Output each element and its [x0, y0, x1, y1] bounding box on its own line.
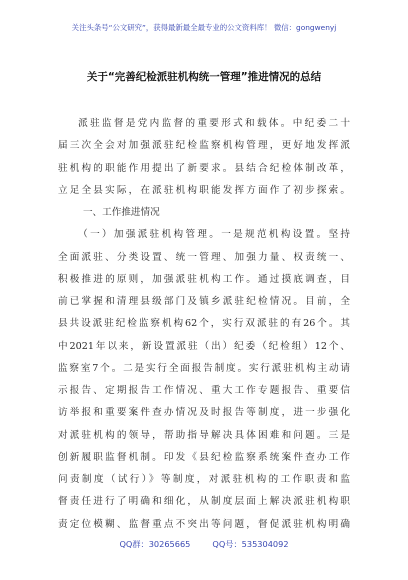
body-line: 积极推进的原则，加强派驻机构工作。通过摸底调查，目: [58, 273, 350, 285]
body-line: 立足全县实际，在派驻机构职能发挥方面作了初步探索。: [58, 184, 350, 196]
document-title: 关于“完善纪检派驻机构统一管理”推进情况的总结: [86, 71, 322, 83]
body-line: 责定位模糊、监督重点不突出等问题，督促派驻机构明确: [58, 518, 350, 530]
body-line: 届三次全会对加强派驻纪检监察机构管理，更好地发挥派: [58, 140, 350, 152]
body-line: 全面派驻、分类设置、统一管理、加强力量、权责统一、: [58, 251, 350, 263]
body-line: 创新履职监督机制。印发《县纪检监察系统案件查办工作: [58, 451, 350, 463]
body-line: 对派驻机构的领导，帮助指导解决具体困难和问题。三是: [58, 429, 350, 441]
body-line: 访举报和重要案件查办情况及时报告等制度，进一步强化: [58, 407, 350, 419]
footer-contact: [0, 539, 408, 550]
body-line: 驻机构的职能作用提出了新要求。县结合纪检体制改革，: [58, 162, 350, 174]
document-body: [58, 113, 350, 536]
body-line: 问责制度（试行）》等制度，对派驻机构的工作职责和监: [58, 474, 350, 485]
header-banner: 关注头条号“公文研究”，获得最新最全最专业的公文资料库！ 微信：gongwenyj: [71, 23, 337, 32]
body-line: 县共设派驻纪检监察机构62个，实行双派驻的有26个。其: [58, 318, 350, 330]
body-line: （一）加强派驻机构管理。一是规范机构设置。坚持: [78, 229, 350, 241]
body-line: 前已掌握和清理县级部门及镇乡派驻纪检情况。目前，全: [58, 296, 350, 307]
section-heading: 一、工作推进情况: [82, 207, 160, 218]
footer-qq-group: QQ群：30265665: [119, 539, 191, 549]
body-line: 中2021年以来，新设置派驻（出）纪委（纪检组）12个、: [58, 340, 350, 352]
body-line: 示报告、定期报告工作情况、重大工作专题报告、重要信: [58, 385, 350, 396]
body-line: 督责任进行了明确和细化，从制度层面上解决派驻机构职: [58, 496, 350, 508]
footer-qq: QQ号：535304092: [212, 539, 289, 549]
body-line: 派驻监督是党内监督的重要形式和载体。中纪委二十: [78, 118, 350, 129]
body-line: 监察室7个。二是实行全面报告制度。实行派驻机构主动请: [58, 362, 350, 374]
